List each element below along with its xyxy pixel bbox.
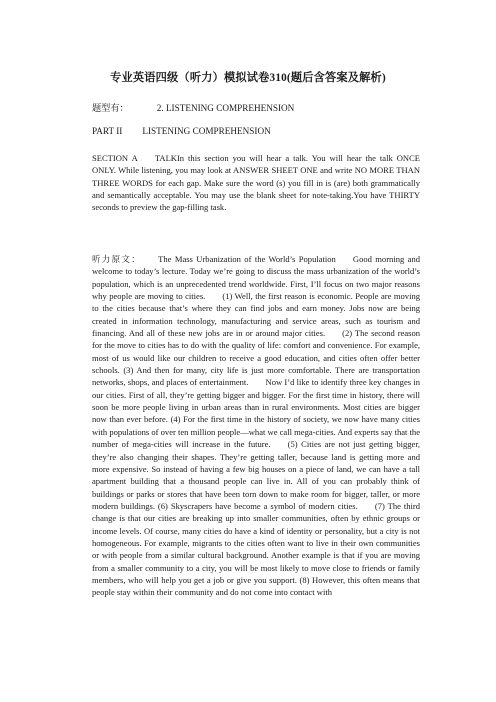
page-title: 专业英语四级（听力）模拟试卷310(题后含答案及解析) — [110, 72, 386, 84]
part-heading-line — [92, 126, 271, 136]
listening-transcript: 听力原文： The Mass Urbanization of the World’s Population Good morning and welcome to today’s lecture. Today we’re going to discuss the mass urbanization of the world’s population, which is an unprecedented trend worldwide. First, I’ll focus on two major reasons why people are moving to cities. (1) Well, the first reason is economic. People are moving to the cities because that’s where they can find jobs and earn money. Jobs now are being created in information technology, manufacturing and service areas, such as tourism and financing. And all of these new jobs are in or around major cities. (2) The second reason for the move to cities has to do with the quality of life: comfort and convenience. For example, most of us would like our children to receive a good education, and cities often offer better schools. (3) And then for many, city life is just more comfortable. There are transportation networks, shops, and places of entertainment. Now I’d like to identify three key changes in our cities. First of all, they’re getting bigger and bigger. For the first time in history, there will soon be more people living in urban areas than in rural environments. Most cities are bigger now than ever before. (4) For the first time in the history of society, we now have many cities with populations of over ten million people—what we call mega-cities. And experts say that the number of mega-cities will increase in the future. (5) Cities are not just getting bigger, they’re also changing their shapes. They’re getting taller, because land is getting more and more expensive. So instead of having a few big houses on a piece of land, we can have a tall apartment building that a thousand people can live in. All of you can probably think of buildings or parks or stores that have been torn down to make room for bigger, taller, or more modern buildings. (6) Skyscrapers have become a symbol of modern cities. (7) The third change is that our cities are breaking up into smaller communities, often by ethnic groups or income levels. Of course, many cities do have a kind of identity or personality, but a city is not homogeneous. For example, migrants to the cities often want to live in their own communities or with people from a similar cultural background. Another example is that if you are moving from a smaller community to a city, you will be most likely to move close to friends or family members, who will help you get a job or give you support. (8) However, this often means that people stay within their community and do not come into contact with — [92, 254, 420, 598]
section-a-instructions: SECTION A TALKIn this section you will hear a talk. You will hear the talk ONCE ONLY. While listening, you may look at ANSWER SHEET ONE and write NO MORE THAN THREE WORDS for each gap. Make sure the word (s) you fill in is (are) both grammatically and semantically acceptable. You may use the blank sheet for note-taking.You have THIRTY seconds to preview the gap-filling task. — [92, 153, 420, 213]
question-type-label: 题型有： — [92, 103, 129, 113]
part-label: PART II — [92, 126, 123, 136]
part-value: LISTENING COMPREHENSION — [142, 126, 271, 136]
question-type-line — [92, 100, 294, 114]
question-type-value: 2. LISTENING COMPREHENSION — [156, 103, 295, 113]
